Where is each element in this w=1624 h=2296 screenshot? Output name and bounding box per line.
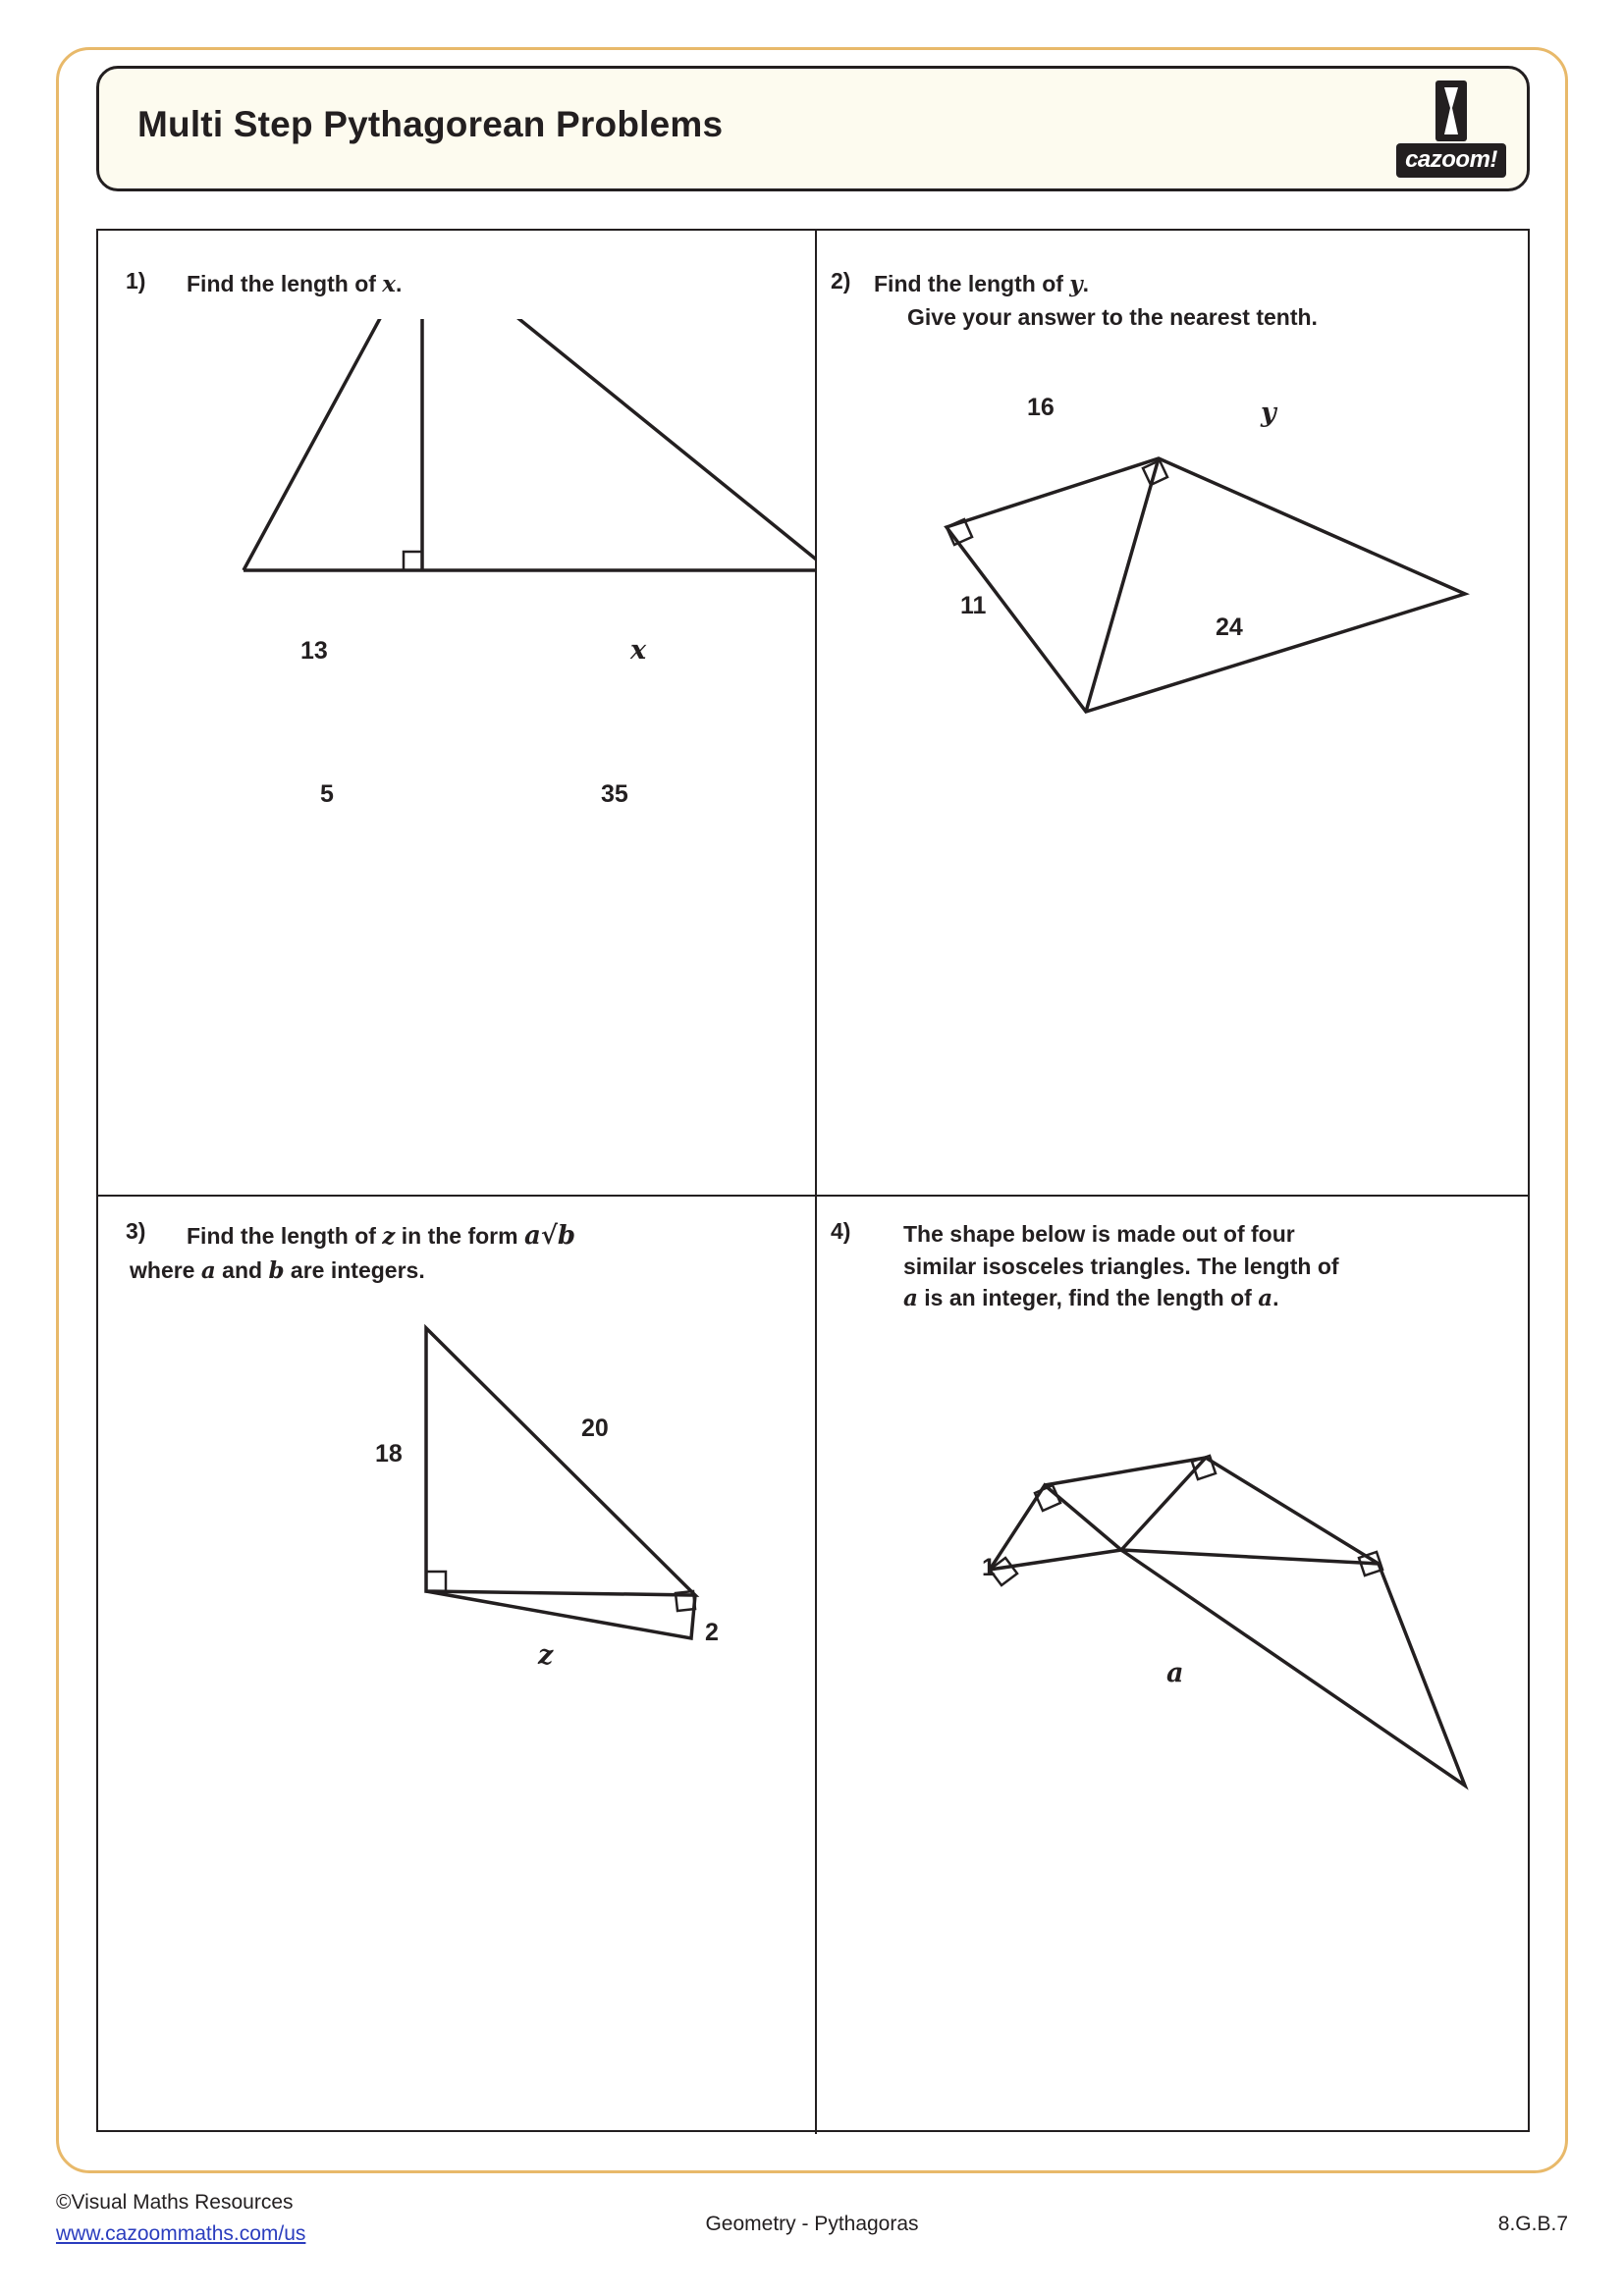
page-title: Multi Step Pythagorean Problems: [137, 104, 724, 144]
q3-label-left-side: 18: [375, 1440, 403, 1468]
q3-prompt-var-a: a: [200, 1256, 216, 1284]
footer-website-link[interactable]: www.cazoommaths.com/us: [56, 2221, 306, 2245]
question-4-cell: [817, 1197, 1528, 2132]
q2-label-lower-left: 11: [960, 592, 987, 619]
q3-prompt-text2: in the form: [395, 1223, 524, 1249]
q1-label-base-right: 35: [601, 780, 628, 808]
q1-label-base-left: 5: [320, 780, 334, 808]
q4-prompt-line3-text: is an integer, find the length of: [917, 1285, 1259, 1311]
q3-prompt-line2-a: where: [130, 1256, 201, 1283]
q3-prompt-var-z: z: [382, 1223, 396, 1250]
question-1-diagram: [98, 319, 815, 810]
question-3-prompt: [130, 1218, 776, 1288]
q4-prompt-var-a2: a: [1258, 1285, 1273, 1312]
question-1-number: 1): [126, 268, 146, 294]
q2-label-top-right: y: [1261, 398, 1276, 428]
q2-label-lower-right: 24: [1216, 614, 1243, 641]
q4-prompt-line1: The shape below is made out of four: [903, 1221, 1295, 1247]
cazoom-hourglass-icon: [1396, 80, 1506, 141]
question-4-prompt: [903, 1218, 1492, 1315]
q3-label-base: z: [538, 1640, 554, 1671]
q3-label-small-side: 2: [705, 1619, 719, 1646]
footer-copyright: ©Visual Maths Resources: [56, 2191, 294, 2214]
q4-prompt-line3-period: .: [1272, 1285, 1279, 1311]
q3-prompt-text: Find the length of: [187, 1223, 383, 1249]
q4-label-unit: 1: [982, 1554, 996, 1581]
footer-subject: Geometry - Pythagoras: [705, 2213, 919, 2235]
questions-grid: [96, 229, 1530, 2132]
q3-prompt-line2-b: and: [215, 1256, 269, 1283]
question-3-cell: [98, 1197, 815, 2132]
q1-prompt-var: x: [382, 271, 397, 297]
q2-prompt-line2: Give your answer to the nearest tenth.: [907, 303, 1318, 330]
q1-prompt-text: Find the length of: [187, 271, 383, 296]
q3-prompt-var-b: b: [268, 1256, 285, 1284]
q3-label-hypotenuse: 20: [581, 1415, 609, 1442]
footer-standard-code: 8.G.B.7: [1497, 2213, 1568, 2235]
q4-prompt-var-a1: a: [903, 1285, 918, 1312]
q3-prompt-radical: a√b: [523, 1221, 576, 1251]
q2-prompt-var: y: [1069, 271, 1083, 297]
q1-prompt-period: .: [396, 271, 403, 296]
question-1-prompt: [187, 268, 677, 301]
q3-prompt-line2-c: are integers.: [284, 1256, 425, 1283]
question-2-number: 2): [831, 268, 851, 294]
q2-prompt-text: Find the length of: [874, 271, 1070, 296]
page-footer: [0, 2187, 1624, 2275]
question-1-cell: [98, 231, 815, 1195]
q4-label-long-side: a: [1166, 1658, 1184, 1688]
q1-label-side-right: x: [630, 635, 647, 666]
question-3-number: 3): [126, 1218, 146, 1244]
q2-label-top-left: 16: [1027, 394, 1055, 421]
question-4-number: 4): [831, 1218, 851, 1244]
cazoom-logo: [1396, 80, 1506, 177]
q4-prompt-line2: similar isosceles triangles. The length of: [903, 1253, 1339, 1279]
question-4-diagram: [817, 1324, 1528, 1874]
question-2-diagram: [817, 319, 1528, 731]
question-2-cell: [817, 231, 1528, 1195]
q2-prompt-period: .: [1082, 271, 1090, 296]
q1-label-side-left: 13: [300, 637, 328, 665]
cazoom-wordmark: cazoom!: [1396, 143, 1506, 178]
